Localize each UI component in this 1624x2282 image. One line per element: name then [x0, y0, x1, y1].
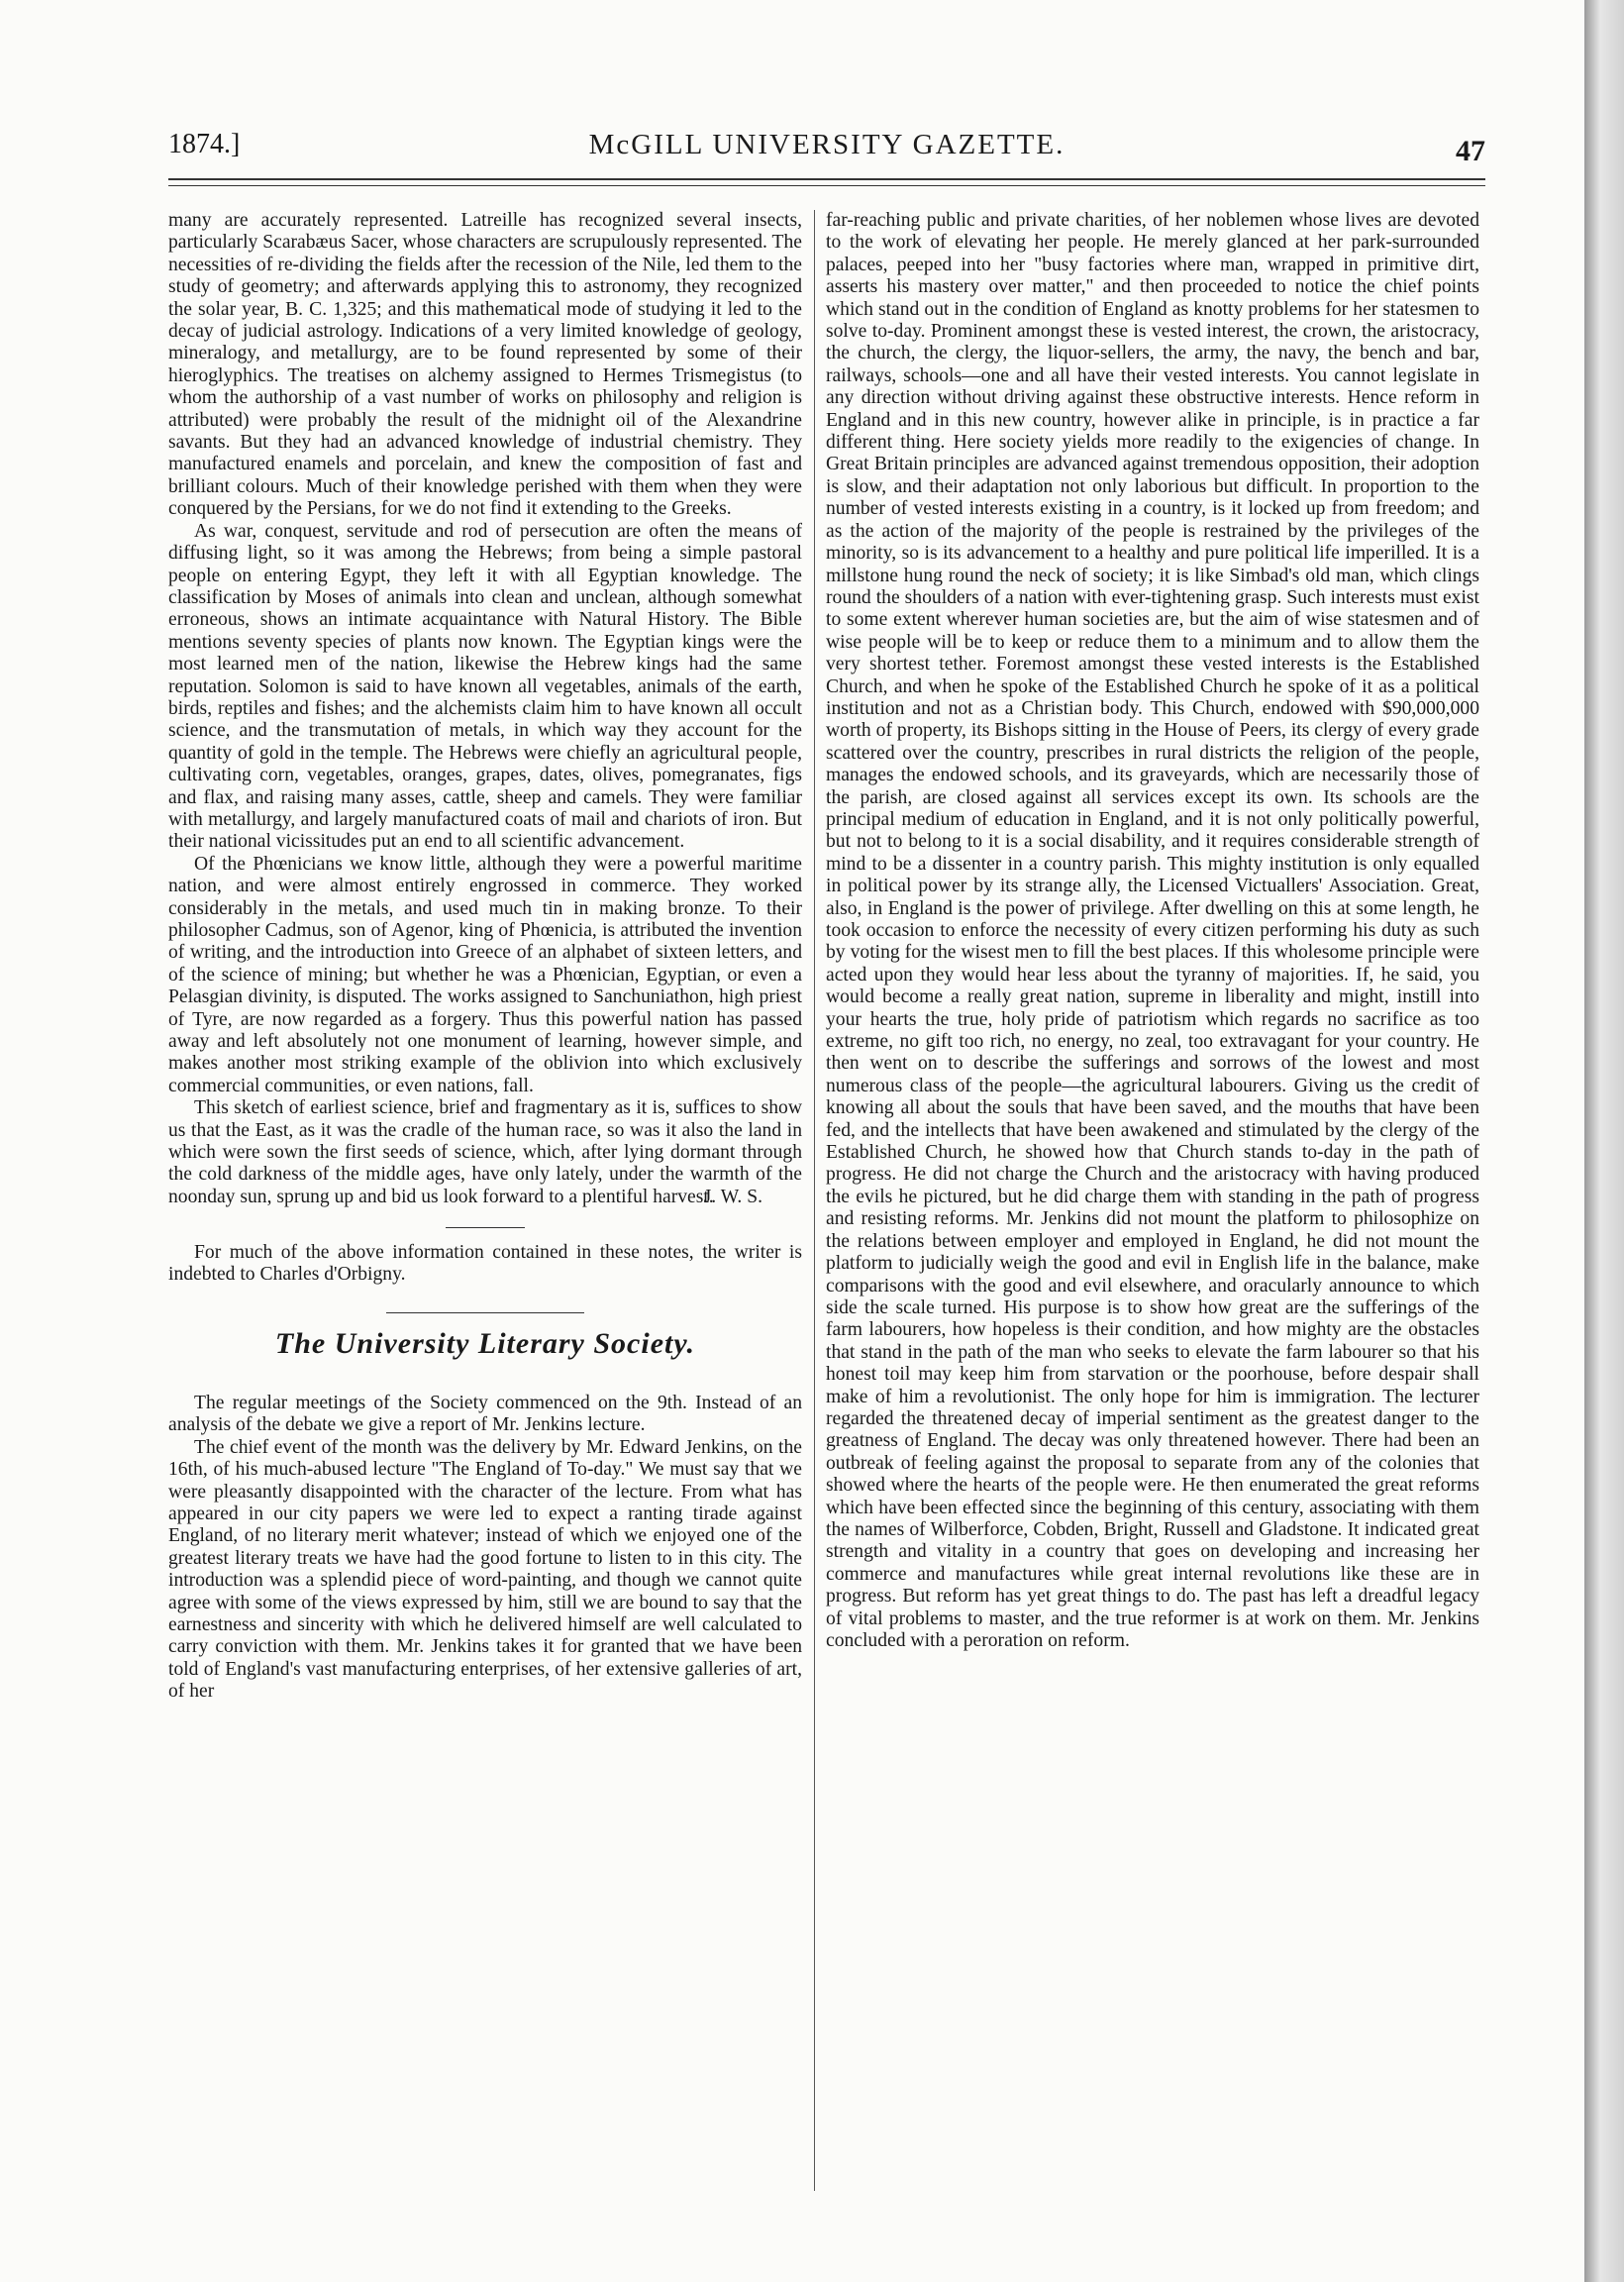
footnote-rule: [446, 1227, 525, 1228]
header-rule: [168, 178, 1485, 186]
page-number: 47: [1456, 135, 1485, 167]
section-rule: [386, 1312, 584, 1313]
article-paragraph: many are accurately represented. Latreille has recognized several insects, particularly Scarabæus Sacer, whose characters are scrupulously represented. The necessities of re-dividing the fields after the recession of the Nile, led them to the study of geometry; and afterwards applying this to astronomy, they recognized the solar year, B. C. 1,325; and this mathematical mode of studying it led to the decay of judicial astrology. Indications of a very limited knowledge of geology, mineralogy, and metallurgy, are to be found represented by some of their hieroglyphics. The treatises on alchemy assigned to Hermes Trismegistus (to whom the authorship of a vast number of works on philosophy and religion is attributed) were probably the result of the midnight oil of the Alexandrine savants. But they had an advanced knowledge of industrial chemistry. They manufactured enamels and porcelain, and knew the composition of fast and brilliant colours. Much of their knowledge perished with them when they were conquered by the Persians, for we do not find it extending to the Greeks.: [168, 210, 802, 520]
society-paragraph: The chief event of the month was the delivery by Mr. Edward Jenkins, on the 16th, of his much-abused lecture "The England of To-day." We must say that we were pleasantly disappointed with the character of the lecture. From what has appeared in our city papers we were led to expect a ranting tirade against England, of no literary merit whatever; instead of which we enjoyed one of the greatest literary treats we have had the good fortune to listen to in this city. The introduction was a splendid piece of word-painting, and though we cannot quite agree with some of the views expressed by him, still we are bound to say that the earnestness and sincerity with which he delivered himself are well calculated to carry conviction with them. Mr. Jenkins takes it for granted that we have been told of England's vast manufacturing enterprises, of her extensive galleries of art, of her: [168, 1436, 802, 1703]
page-edge: [1584, 0, 1624, 2282]
header-title: McGILL UNIVERSITY GAZETTE.: [588, 129, 1066, 160]
left-column: [168, 210, 802, 1704]
header-date: 1874.]: [168, 129, 241, 159]
right-column: [826, 210, 1479, 1652]
article-paragraph: As war, conquest, servitude and rod of persecution are often the means of diffusing light, so it was among the Hebrews; from being a simple pastoral people on entering Egypt, they left it with all Egyptian knowledge. The classification by Moses of animals into clean and unclean, although somewhat erroneous, shows an intimate acquaintance with Natural History. The Bible mentions seventy species of plants now known. The Egyptian kings were the most learned men of the nation, likewise the Hebrew kings had the same reputation. Solomon is said to have known all vegetables, animals of the earth, birds, reptiles and fishes; and the alchemists claim him to have known all occult science, and the transmutation of metals, in which way they account for the quantity of gold in the temple. The Hebrews were chiefly an agricultural people, cultivating corn, vegetables, oranges, grapes, dates, olives, pomegranates, figs and flax, and raising many asses, cattle, sheep and camels. They were familiar with metallurgy, and largely manufactured coats of mail and chariots of iron. But their national vicissitudes put an end to all scientific advancement.: [168, 520, 802, 853]
article-paragraph: This sketch of earliest science, brief and fragmentary as it is, suffices to show us that the East, as it was the cradle of the human race, so was it also the land in which were sown the first seeds of science, which, after lying dormant through the cold darkness of the middle ages, have only lately, under the warmth of the noonday sun, sprung up and bid us look forward to a plentiful harvest.: [168, 1097, 802, 1207]
society-paragraph: The regular meetings of the Society commenced on the 9th. Instead of an analysis of the debate we give a report of Mr. Jenkins lecture.: [168, 1392, 802, 1436]
section-heading: The University Literary Society.: [274, 1326, 696, 1360]
footnote: For much of the above information contained in these notes, the writer is indebted to Charles d'Orbigny.: [168, 1241, 802, 1286]
article-paragraph: far-reaching public and private charities, of her noblemen whose lives are devoted to the work of elevating her people. He merely glanced at her park-surrounded palaces, peeped into her "busy factories where man, wrapped in primitive dirt, asserts his mastery over matter," and then proceeded to notice the chief points which stand out in the condition of England as knotty problems for her statesmen to solve to-day. Prominent amongst these is vested interest, the crown, the aristocracy, the church, the clergy, the liquor-sellers, the army, the navy, the bench and bar, railways, schools—one and all have their vested interests. You cannot legislate in any direction without driving against these obstructive interests. Hence reform in England and in this new country, however alike in principle, is in practice a far different thing. Here society yields more readily to the exigencies of change. In Great Britain principles are advanced against tremendous opposition, their adoption is slow, and their adaptation not only laborious but difficult. In proportion to the number of vested interests existing in a country, is it locked up from freedom; and as the action of the majority of the people is restrained by the privileges of the minority, so is its advancement to a healthy and pure political life imperilled. It is a millstone hung round the neck of society; it is like Simbad's old man, which clings round the shoulders of a nation with ever-tightening grasp. Such interests must exist to some extent wherever human societies are, but the aim of wise statesmen and of wise people will be to keep or reduce them to a minimum and to allow them the very shortest tether. Foremost amongst these vested interests is the Established Church, and when he spoke of the Established Church he spoke of it as a political institution and not as a Christian body. This Church, endowed with $90,000,000 worth of property, its Bishops sitting in the House of Peers, its clergy of every grade scattered over the country, prescribes in rural districts the religion of the people, manages the endowed schools, and its graveyards, which are necessarily those of the parish, are closed against all services except its own. Its schools are the principal medium of education in England, and it is not only politically powerful, but not to belong to it is a social disability, and it requires considerable strength of mind to be a dissenter in a country parish. This mighty institution is only equalled in political power by its strange ally, the Licensed Victuallers' Association. Great, also, in England is the power of privilege. After dwelling on this at some length, he took occasion to enforce the necessity of every citizen performing his duty as such by voting for the wisest men to fill the best places. If this wholesome principle were acted upon they would hear less about the tyranny of majorities. If, he said, you would become a really great nation, supreme in liberality and might, instill into your hearts the true, holy pride of patriotism which regards no sacrifice as too extreme, no gift too rich, no energy, no zeal, too extravagant for your country. He then went on to describe the sufferings and sorrows of the lowest and most numerous class of the people—the agricultural labourers. Giving us the credit of knowing all about the souls that have been saved, and the mouths that have been fed, and the intellects that have been awakened and stimulated by the clergy of the Established Church, he showed how that Church stands to-day in the path of progress. He did not charge the Church and the aristocracy with having produced the evils he pictured, but he did charge them with standing in the path of progress and resisting reforms. Mr. Jenkins did not mount the platform to philosophize on the relations between employer and employed in England, he did not mount the platform to judicially weigh the good and evil in English life in the balance, make comparisons with the good and evil elsewhere, and oracularly announce to which side the scale turned. His purpose is to show how great are the sufferings of the farm labourers, how hopeless is their condition, and how mighty are the obstacles that stand in the path of the man who seeks to elevate the farm labourer so that his honest toil may keep him from starvation or the poorhouse, before despair shall make of him a revolutionist. The only hope for him is immigration. The lecturer regarded the threatened decay of imperial sentiment as the greatest danger to the greatness of England. The decay was only threatened however. There had been an outbreak of feeling against the proposal to separate from any of the colonies that showed where the hearts of the people were. He then enumerated the great reforms which have been effected since the beginning of this century, associating with them the names of Wilberforce, Cobden, Bright, Russell and Gladstone. It indicated great strength and vitality in a country that goes on developing and increasing her commerce and manufactures while great internal revolutions like these are in progress. But reform has yet great things to do. The past has left a dreadful legacy of vital problems to master, and the true reformer is at work on them. Mr. Jenkins concluded with a peroration on reform.: [826, 210, 1479, 1651]
article-paragraph: Of the Phœnicians we know little, although they were a powerful maritime nation, and were almost entirely engrossed in commerce. They worked considerably in the metals, and used much tin in making bronze. To their philosopher Cadmus, son of Agenor, king of Phœnicia, is attributed the invention of writing, and the introduction into Greece of an alphabet of sixteen letters, and of the science of mining; but whether he was a Phœnician, Egyptian, or even a Pelasgian divinity, is disputed. The works assigned to Sanchuniathon, high priest of Tyre, are now regarded as a forgery. Thus this powerful nation has passed away and left absolutely not one monument of learning, however simple, and makes another most striking example of the oblivion into which exclusively commercial communities, or even nations, fall.: [168, 853, 802, 1096]
column-divider: [814, 210, 815, 2191]
running-head: [168, 129, 1485, 168]
author-signature: J. W. S.: [703, 1187, 762, 1208]
